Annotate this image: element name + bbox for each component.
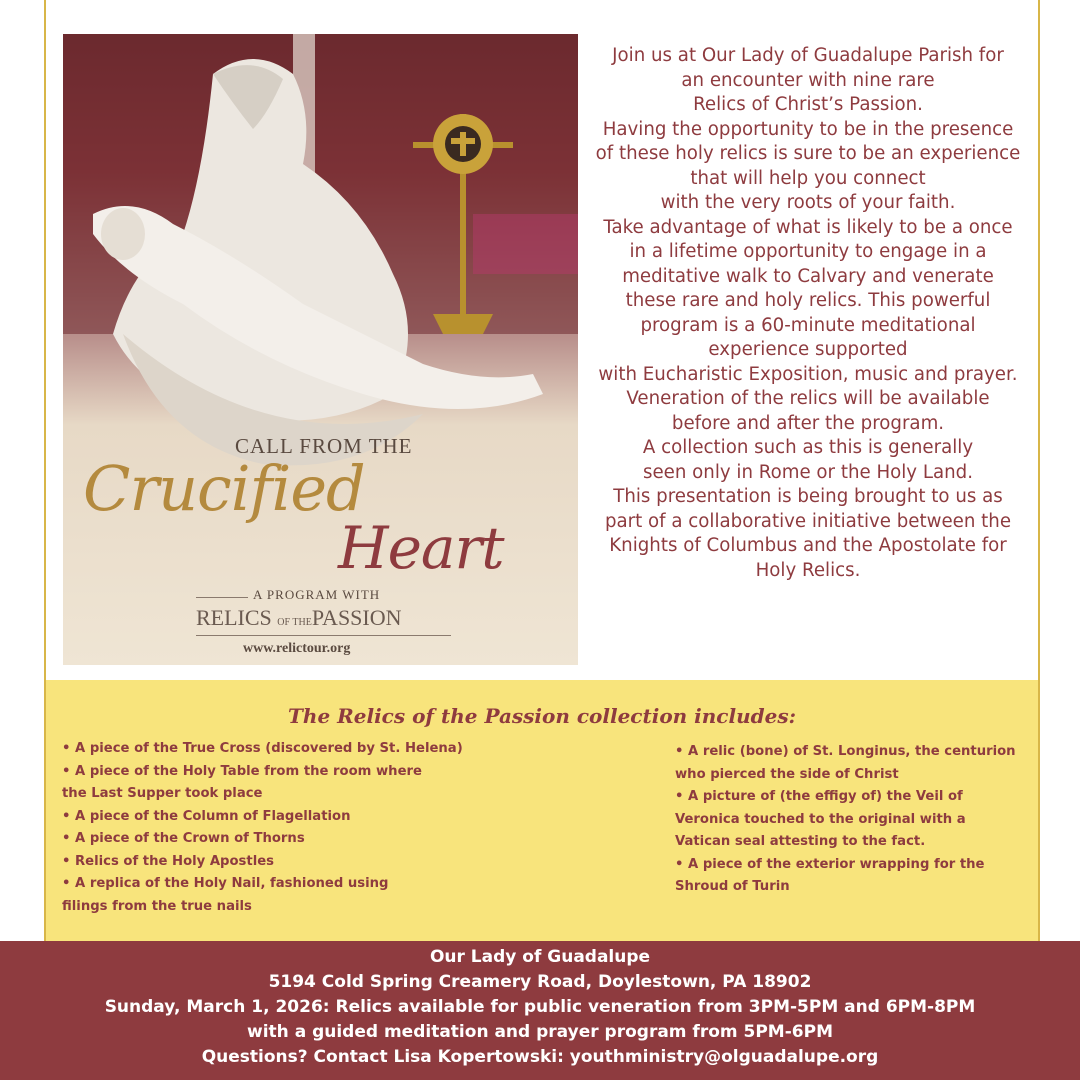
collection-panel xyxy=(46,680,1038,941)
footer-date-times: Sunday, March 1, 2026: Relics available for public veneration from 3PM-5PM and 6PM-8PM xyxy=(104,997,976,1017)
list-item: Veronica touched to the original with a xyxy=(675,811,966,827)
intro-line: program is a 60-minute meditational xyxy=(640,314,976,336)
list-item: • A piece of the Column of Flagellation xyxy=(62,808,351,824)
list-item: • Relics of the Holy Apostles xyxy=(62,853,275,869)
intro-line: A collection such as this is generally xyxy=(642,437,974,458)
collection-list-right xyxy=(675,741,1016,899)
footer-contact: Questions? Contact Lisa Kopertowski: youthministry@olguadalupe.org xyxy=(201,1047,879,1067)
footer-program-time: with a guided meditation and prayer program from 5PM-6PM xyxy=(247,1022,833,1042)
poster-title: CALL FROM THE xyxy=(235,434,413,458)
list-item: who pierced the side of Christ xyxy=(675,766,899,782)
list-item: • A relic (bone) of St. Longinus, the centurion xyxy=(675,744,1016,759)
poster-image xyxy=(63,34,578,665)
list-item: • A piece of the True Cross (discovered by St. Helena) xyxy=(62,741,463,756)
poster-script-heart: Heart xyxy=(338,514,504,582)
list-item: Shroud of Turin xyxy=(675,879,790,894)
poster-divider xyxy=(196,597,248,598)
footer-address: 5194 Cold Spring Creamery Road, Doylestown, PA 18902 xyxy=(268,972,812,992)
intro-line: Knights of Columbus and the Apostolate for xyxy=(609,535,1007,556)
intro-line: Veneration of the relics will be available xyxy=(626,388,990,409)
poster-of-the: OF THE xyxy=(277,617,312,628)
intro-line: of these holy relics is sure to be an experience xyxy=(595,143,1021,164)
intro-line: with the very roots of your faith. xyxy=(660,192,956,213)
list-item: • A replica of the Holy Nail, fashioned using xyxy=(62,876,389,891)
list-item: • A picture of (the effigy of) the Veil of xyxy=(675,789,963,804)
list-item: • A piece of the Holy Table from the room where xyxy=(62,763,422,779)
intro-line: This presentation is being brought to us as xyxy=(613,486,1003,507)
intro-line: with Eucharistic Exposition, music and prayer. xyxy=(598,363,1018,385)
footer-parish-name: Our Lady of Guadalupe xyxy=(429,947,651,967)
intro-text xyxy=(580,44,1036,583)
poster-url: www.relictour.org xyxy=(243,641,351,656)
intro-line: meditative walk to Calvary and venerate xyxy=(622,265,994,287)
poster-script-crucified: Crucified xyxy=(83,452,365,525)
intro-line: before and after the program. xyxy=(671,412,945,434)
poster-divider xyxy=(196,635,451,636)
intro-line: Take advantage of what is likely to be a once xyxy=(603,216,1013,238)
intro-line: an encounter with nine rare xyxy=(681,69,935,91)
intro-line: that will help you connect xyxy=(690,167,926,189)
intro-line: Join us at Our Lady of Guadalupe Parish for xyxy=(612,45,1004,66)
collection-heading: The Relics of the Passion collection includes: xyxy=(288,704,796,728)
list-item: • A piece of the exterior wrapping for the xyxy=(675,856,985,872)
intro-line: these rare and holy relics. This powerful xyxy=(625,290,991,311)
intro-line: Relics of Christ’s Passion. xyxy=(693,94,923,115)
intro-line: Having the opportunity to be in the presence xyxy=(602,118,1014,140)
collection-list-left xyxy=(62,738,463,918)
poster-passion-word: PASSION xyxy=(311,605,402,630)
list-item: filings from the true nails xyxy=(62,898,252,914)
poster-relics-word: RELICS xyxy=(196,605,272,630)
intro-line: in a lifetime opportunity to engage in a xyxy=(629,241,987,262)
list-item: • A piece of the Crown of Thorns xyxy=(62,831,305,846)
list-item: the Last Supper took place xyxy=(62,786,263,801)
poster-relics-line xyxy=(196,605,402,631)
event-footer xyxy=(0,941,1080,1080)
poster-program-line: A PROGRAM WITH xyxy=(253,587,381,602)
intro-line: part of a collaborative initiative between the xyxy=(604,510,1012,532)
intro-line: seen only in Rome or the Holy Land. xyxy=(643,461,973,483)
intro-line: experience supported xyxy=(708,339,908,360)
intro-line: Holy Relics. xyxy=(755,559,861,581)
list-item: Vatican seal attesting to the fact. xyxy=(675,834,926,849)
